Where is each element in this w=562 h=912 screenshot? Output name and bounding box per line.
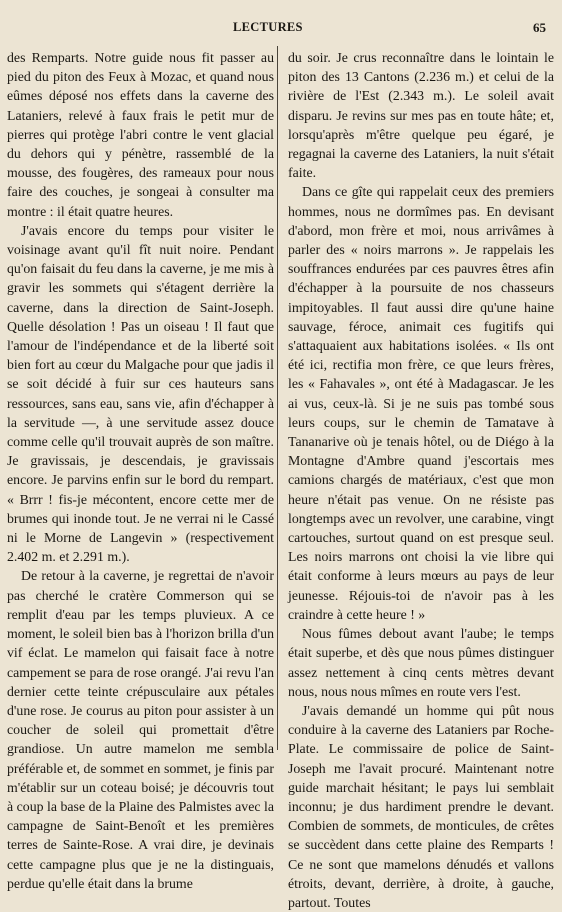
left-column [7,48,274,893]
paragraph: des Remparts. Notre guide nous fit passer au pied du piton des Feux à Mozac, et quand nous eûmes déposé nos effets dans la caverne des Lataniers, relevé à faux frais le petit mur de pierres qui protège l'abri contre le vent glacial du dehors qui y pénètre, rassemblé de la mousse, des fougères, des rameaux pour nous faire des couches, je songeai à consulter ma montre : il était quatre heures. [7,50,274,219]
paragraph: De retour à la caverne, je regrettai de n'avoir pas cherché le cratère Commerson qui se remplit d'eau par les temps pluvieux. A ce moment, le soleil bien bas à l'horizon brilla d'un vif éclat. Le mamelon qui faisait face à notre campement se para de rose orangé. J'ai revu l'an dernier cette teinte crépusculaire aux pétales d'une rose. Je courus au piton pour assister à un coucher de soleil qui promettait d'être grandiose. Un autre mamelon me sembla préférable et, de sommet en sommet, je finis par m'établir sur un coteau boisé; je découvris tout à coup la base de la Plaine des Palmistes avec la campagne de Saint-Benoît et les premières terres de Sainte-Rose. A vrai dire, je devinais cette campagne plus que je ne la distinguais, perdue qu'elle était dans la brume [7,568,274,891]
paragraph: du soir. Je crus reconnaître dans le lointain le piton des 13 Cantons (2.236 m.) et celui de la rivière de l'Est (2.343 m.). Le soleil avait disparu. Je revins sur mes pas en toute hâte; et, lorsqu'après m'être quelque peu égaré, je regagnai la caverne des Lataniers, la nuit s'était faite. [288,50,554,181]
running-head: LECTURES [233,20,303,34]
paragraph: Dans ce gîte qui rappelait ceux des premiers hommes, nous ne dormîmes pas. En devisant d'abord, mon frère et moi, nous arrivâmes à parler des « noirs marrons ». Je rappelais les souffrances endurées par ces pauvres êtres afin d'échapper à la poursuite de nos chasseurs impitoyables. Il faut aussi dire qu'une haine sauvage, féroce, animait ces fugitifs qui s'attaquaient aux habitations isolées. « Ils ont été ici, rectifia mon frère, ce que leurs frères, les « Fahavales », ont été à Madagascar. Je les ai vus, ceux-là. Si je ne suis pas tombé sous leurs coups, sur le chemin de Tamatave à Tananarive où je tenais hôtel, ou de Diégo à la Montagne d'Ambre quand j'escortais mes camions chargés de matériaux, c'est que mon heure n'était pas venue. On ne résiste pas longtemps avec un revolver, une carabine, vingt cartouches, surtout quand on est presque seul. Les noirs marrons ont choisi la vie libre qui était conforme à leurs mœurs au pays de leur jeunesse. Réjouis-toi de n'avoir pas à les craindre à cette heure ! » [288,184,554,622]
page-number: 65 [533,20,546,35]
page-header [0,20,562,40]
paragraph: J'avais demandé un homme qui pût nous conduire à la caverne des Lataniers par Roche-Plate. Le commissaire de police de Saint-Joseph me l'avait procuré. Maintenant notre guide marchait hésitant; le pays lui semblait inconnu; je dus hardiment prendre le devant. Combien de sommets, de monticules, de crêtes se succèdent dans cette plaine des Remparts ! Ce ne sont que mamelons dénudés et vallons étroits, devant, derrière, à droite, à gauche, partout. Toutes [288,702,554,910]
paragraph: J'avais encore du temps pour visiter le voisinage avant qu'il fît nuit noire. Pendant qu'on faisait du feu dans la caverne, je me mis à gravir les sommets qui s'étagent derrière la caverne, dans la direction de Saint-Joseph. Quelle désolation ! Pas un oiseau ! Il faut que l'amour de l'indépendance et de la liberté soit bien fort au cœur du Malgache pour que jadis il se soit décidé à fuir sur ces hauteurs sans ressources, sans eau, sans vie, afin d'échapper à la servitude —, à une servitude assez douce comme celle qu'il trouvait auprès de son maître. Je gravissais, je descendais, je gravissais encore. Je parvins enfin sur le bord du rempart. « Brrr ! fis-je mécontent, encore cette mer de brumes qui inonde tout. Je ne verrai ni le Cassé ni le Morne de Langevin » (respectivement 2.402 m. et 2.291 m.). [7,222,274,565]
column-divider [277,46,278,750]
paragraph: Nous fûmes debout avant l'aube; le temps était superbe, et dès que nous pûmes distinguer assez nettement à cinq cents mètres devant nous, nous nous mîmes en route vers l'est. [288,626,554,699]
right-column [288,48,554,912]
